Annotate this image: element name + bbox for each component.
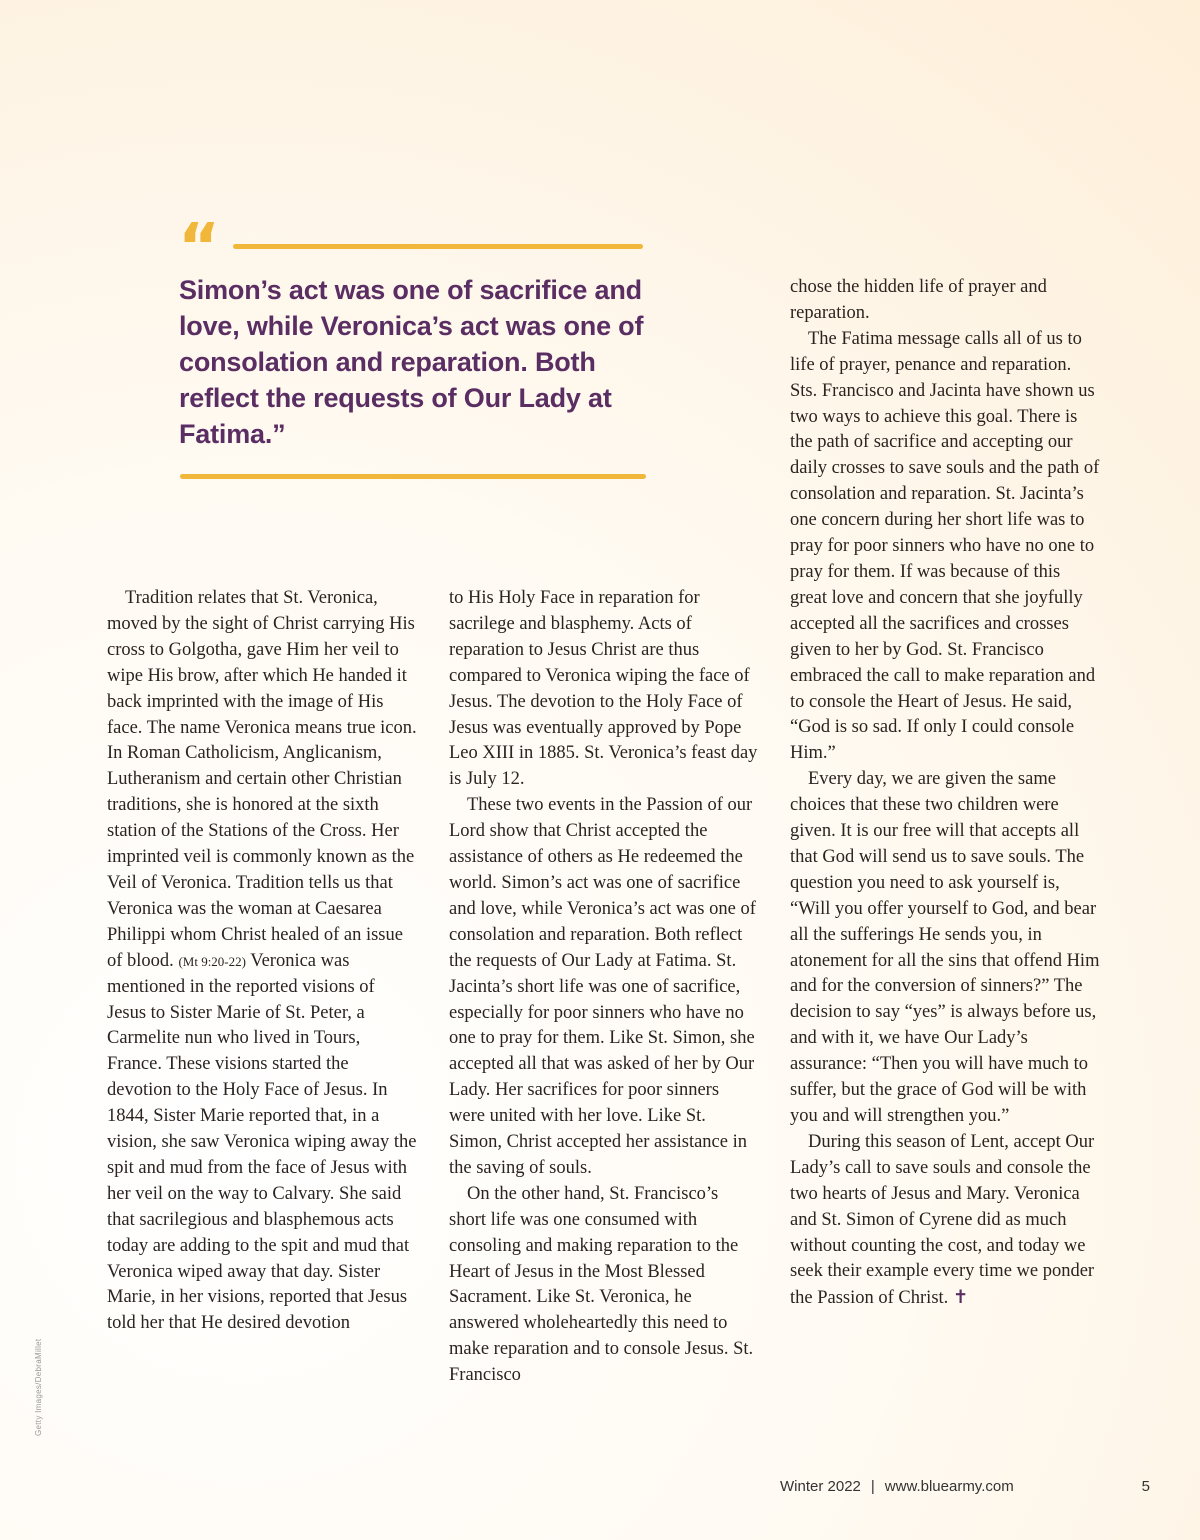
pull-quote-top-rule bbox=[233, 244, 643, 249]
issue-label: Winter 2022 bbox=[780, 1478, 861, 1495]
paragraph: chose the hidden life of prayer and reparation. bbox=[790, 277, 1047, 323]
paragraph: Every day, we are given the same choices that these two children were given. It is our free will that accepts all that God will send us to save souls. The question you need to ask yourself is, “Will you offer yourself to God, and bear all the sufferings He sends you, in atonement for all the sins that offend Him and for the conversion of sinners?” The decision to say “yes” is always before us, and with it, we have Our Lady’s assurance: “Then you will have much to suffer, but the grace of God will be with you and will strengthen you.” bbox=[790, 769, 1100, 1126]
footer-separator: | bbox=[870, 1478, 875, 1495]
website-link[interactable]: www.bluearmy.com bbox=[884, 1478, 1014, 1495]
photo-credit: Getty Images/DebraMillet bbox=[34, 1338, 43, 1436]
article-column-3 bbox=[790, 275, 1100, 1312]
paragraph-text: During this season of Lent, accept Our Lady’s call to save souls and console the two hearts of Jesus and Mary. Veronica and St. Simon of Cyrene did as much without counting the cost, and today we seek their example every time we ponder the Passion of Christ. bbox=[790, 1131, 1095, 1309]
paragraph: These two events in the Passion of our Lord show that Christ accepted the assistance of others as He redeemed the world. Simon’s act was one of sacrifice and love, while Veronica’s act was one of consolation and reparation. Both reflect the requests of Our Lady at Fatima. St. Jacinta’s short life was one of sacrifice, especially for poor sinners who have no one to pray for them. Like St. Simon, she accepted all that was asked of her by Our Lady. Her sacrifices for poor sinners were united with her love. Like St. Simon, Christ accepted her assistance in the saving of souls. bbox=[449, 795, 756, 1178]
article-column-1 bbox=[107, 586, 417, 1337]
pull-quote: Simon’s act was one of sacrifice and love, while Veronica’s act was one of consolation and reparation. Both reflect the requests of Our Lady at Fatima.” bbox=[179, 275, 644, 449]
paragraph-text: Veronica was mentioned in the reported visions of Jesus to Sister Marie of St. Peter, a Carmelite nun who lived in Tours, France. These visions started the devotion to the Holy Face of Jesus. In 1844, Sister Marie reported that, in a vision, she saw Veronica wiping away the spit and mud from the face of Jesus with her veil on the way to Calvary. She said that sacrilegious and blasphemous acts today are adding to the spit and mud that Veronica wiped away that day. Sister Marie, in her visions, reported that Jesus told her that He desired devotion bbox=[107, 950, 417, 1334]
pull-quote-bottom-rule bbox=[180, 474, 646, 479]
page-number: 5 bbox=[1141, 1478, 1150, 1495]
paragraph bbox=[790, 1130, 1100, 1312]
scripture-citation: (Mt 9:20-22) bbox=[178, 953, 246, 969]
article-column-2 bbox=[449, 586, 759, 1389]
paragraph bbox=[107, 586, 417, 1337]
paragraph: The Fatima message calls all of us to life of prayer, penance and reparation. Sts. Francisco and Jacinta have shown us two ways to achieve this goal. There is the path of sacrifice and accepting our daily crosses to save souls and the path of consolation and reparation. St. Jacinta’s one concern during her short life was to pray for poor sinners who have no one to pray for them. If was because of this great love and concern that she joyfully accepted all the sacrifices and crosses given to her by God. St. Francisco embraced the call to make reparation and to console the Heart of Jesus. He said, “God is so sad. If only I could console Him.” bbox=[790, 328, 1100, 764]
paragraph: to His Holy Face in reparation for sacrilege and blasphemy. Acts of reparation to Jesus Christ are thus compared to Veronica wiping the face of Jesus. The devotion to the Holy Face of Jesus was eventually approved by Pope Leo XIII in 1885. St. Veronica’s feast day is July 12. bbox=[449, 588, 758, 790]
end-cross-icon: ✝ bbox=[952, 1287, 969, 1309]
paragraph-text: Tradition relates that St. Veronica, moved by the sight of Christ carrying His cross to Golgotha, gave Him her veil to wipe His brow, after which He handed it back imprinted with the image of His face. The name Veronica means true icon. In Roman Catholicism, Anglicanism, Lutheranism and certain other Christian traditions, she is honored at the sixth station of the Stations of the Cross. Her imprinted veil is commonly known as the Veil of Veronica. Tradition tells us that Veronica was the woman at Caesarea Philippi whom Christ healed of an issue of blood. bbox=[107, 588, 417, 971]
page-footer bbox=[780, 1478, 1150, 1495]
paragraph: On the other hand, St. Francisco’s short life was one consumed with consoling and making reparation to the Heart of Jesus in the Most Blessed Sacrament. Like St. Veronica, he answered wholeheartedly this need to make reparation and to console Jesus. St. Francisco bbox=[449, 1183, 754, 1386]
quote-mark-icon: “ bbox=[178, 211, 221, 285]
